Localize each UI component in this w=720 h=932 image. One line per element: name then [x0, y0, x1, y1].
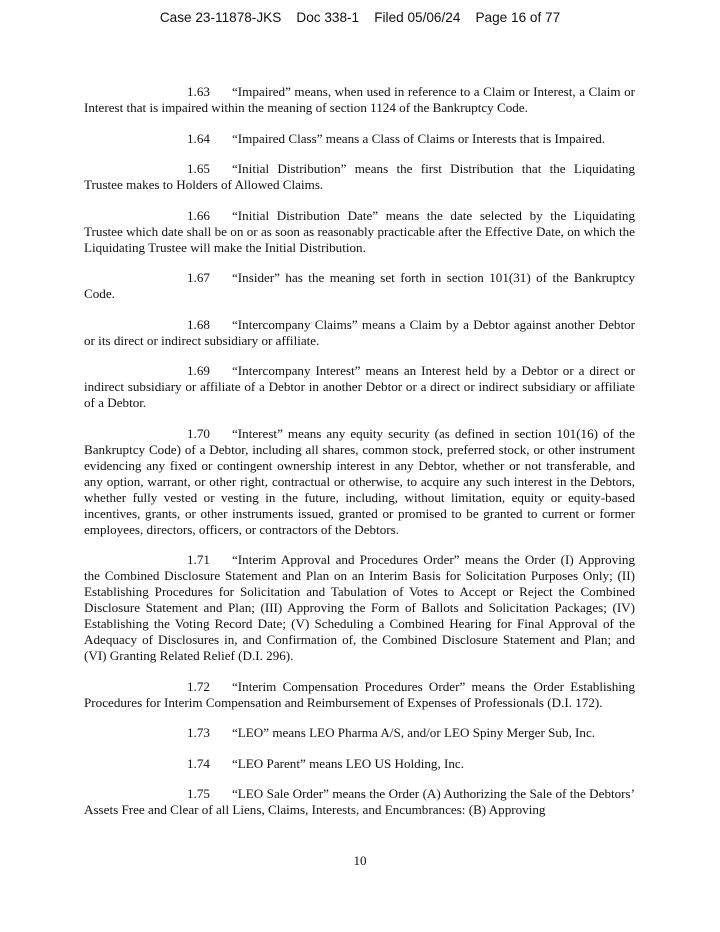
- case-header: [0, 10, 720, 25]
- definition-paragraph: [84, 725, 635, 741]
- definition-text: “Intercompany Claims” means a Claim by a Debtor against another Debtor or its direct or indirect subsidiary or affiliate.: [84, 316, 635, 348]
- page-number: 10: [353, 853, 367, 868]
- definition-text: “Insider” has the meaning set forth in section 101(31) of the Bankruptcy Code.: [84, 270, 635, 301]
- definition-text: “Interim Approval and Procedures Order” means the Order (I) Approving the Combined Disclosure Statement and Plan on an Interim Basis for Solicitation Purposes Only; (II) Establishing Procedures for Solicitation and Tabulation of Votes to Accept or Reject the Combined Disclosure Statement and Plan; (III) Approving the Form of Ballots and Solicitation Packages; (IV) Establishing the Voting Record Date; (V) Scheduling a Combined Hearing for Final Approval of the Adequacy of Disclosures in, and Confirmation of, the Combined Disclosure Statement and Plan; and (VI) Granting Related Relief (D.I. 296).: [84, 552, 635, 663]
- section-number: 1.67: [187, 270, 210, 285]
- definition-text: “Interim Compensation Procedures Order” means the Order Establishing Procedures for Interim Compensation and Reimbursement of Expenses of Professionals (D.I. 172).: [84, 678, 635, 710]
- document-body: [84, 84, 635, 833]
- definition-paragraph: [84, 756, 635, 772]
- definition-text: “Impaired” means, when used in reference to a Claim or Interest, a Claim or Interest that is impaired within the meaning of section 1124 of the Bankruptcy Code.: [84, 84, 635, 115]
- definition-paragraph: [84, 786, 635, 818]
- definition-paragraph: [84, 363, 635, 411]
- definition-paragraph: [84, 426, 635, 538]
- section-number: 1.72: [187, 678, 210, 694]
- filed-date: Filed 05/06/24: [374, 10, 461, 25]
- definition-paragraph: [84, 161, 635, 193]
- section-number: 1.65: [187, 161, 210, 176]
- section-number: 1.70: [187, 425, 210, 441]
- definition-paragraph: [84, 84, 635, 116]
- section-number: 1.74: [187, 755, 210, 771]
- definition-text: “Impaired Class” means a Class of Claims or Interests that is Impaired.: [232, 130, 606, 146]
- page-count: Page 16 of 77: [475, 10, 561, 25]
- definition-text: “LEO” means LEO Pharma A/S, and/or LEO Spiny Merger Sub, Inc.: [232, 725, 596, 740]
- definition-paragraph: [84, 317, 635, 349]
- definition-paragraph: [84, 552, 635, 664]
- definition-text: “Interest” means any equity security (as defined in section 101(16) of the Bankruptcy Code) of a Debtor, including all shares, common stock, preferred stock, or other instrument evidencing any fixed or contingent ownership interest in any Debtor, whether or not transferable, and any option, warrant, or other right, contractual or otherwise, to acquire any such interest in the Debtors, whether fully vested or vesting in the future, including, without limitation, equity or equity-based incentives, grants, or other instruments issued, granted or promised to be granted to current or former employees, directors, officers, or contractors of the Debtors.: [84, 425, 635, 537]
- definition-paragraph: [84, 208, 635, 256]
- section-number: 1.64: [187, 130, 210, 146]
- section-number: 1.68: [187, 316, 210, 332]
- definition-paragraph: [84, 131, 635, 147]
- case-number: Case 23-11878-JKS: [159, 10, 282, 25]
- definition-text: “Initial Distribution Date” means the date selected by the Liquidating Trustee which date shall be on or as soon as reasonably practicable after the Effective Date, on which the Liquidating Trustee will make the Initial Distribution.: [84, 207, 635, 255]
- doc-number: Doc 338-1: [296, 10, 360, 25]
- section-number: 1.63: [187, 84, 210, 99]
- section-number: 1.66: [187, 207, 210, 223]
- section-number: 1.71: [187, 552, 210, 567]
- section-number: 1.73: [187, 725, 210, 740]
- definition-text: “LEO Sale Order” means the Order (A) Authorizing the Sale of the Debtors’ Assets Free and Clear of all Liens, Claims, Interests, and Encumbrances: (B) Approving: [84, 786, 635, 817]
- definition-text: “Intercompany Interest” means an Interest held by a Debtor or a direct or indirect subsidiary or affiliate of a Debtor in another Debtor or a direct or indirect subsidiary or affiliate of a Debtor.: [84, 363, 635, 410]
- definition-text: “Initial Distribution” means the first Distribution that the Liquidating Trustee makes to Holders of Allowed Claims.: [84, 161, 635, 192]
- definition-text: “LEO Parent” means LEO US Holding, Inc.: [232, 755, 464, 771]
- definition-paragraph: [84, 270, 635, 302]
- section-number: 1.75: [187, 786, 210, 801]
- section-number: 1.69: [187, 363, 210, 378]
- definition-paragraph: [84, 679, 635, 711]
